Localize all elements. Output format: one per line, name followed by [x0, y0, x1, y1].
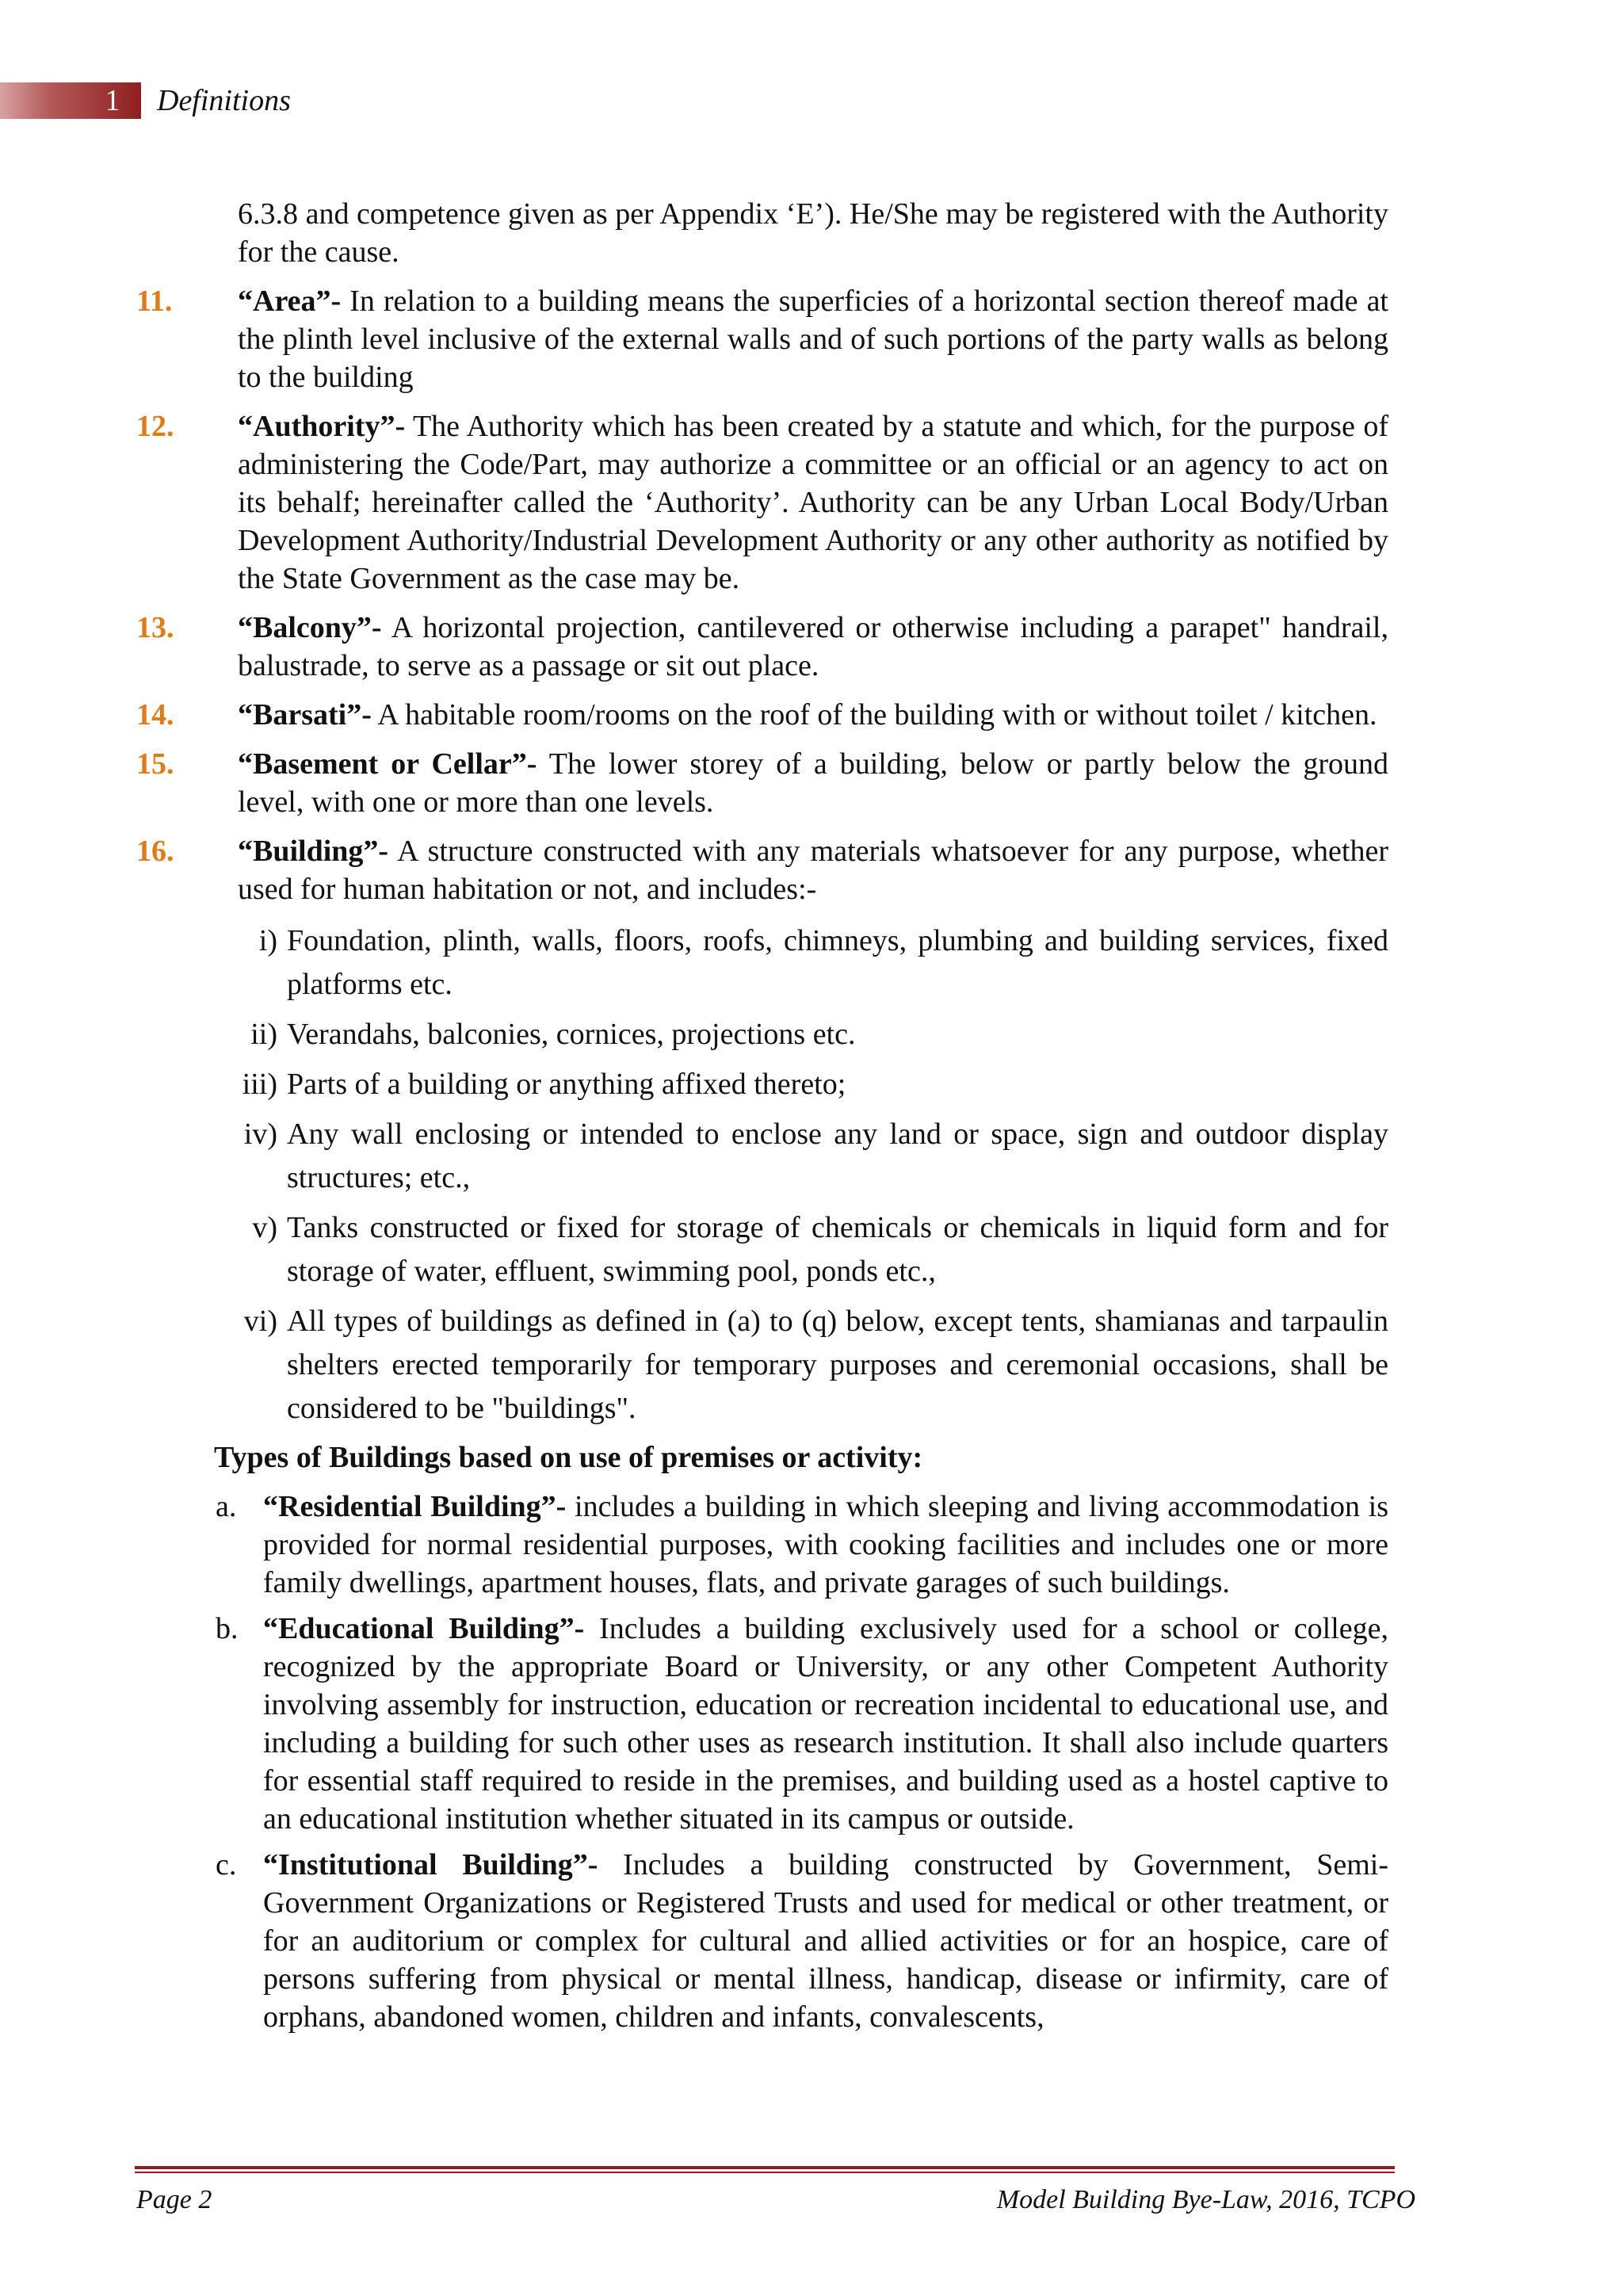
building-type-text: Includes a building exclusively used for a school or college, recognized by the appropriate Board or University, or any other Competent Authority involving assembly for instruction, education or recreation incidental to educational use, and including a building for such other uses as research institution. It shall also include quarters for essential staff required to reside in the premises, and building used as a hostel captive to an educational institution whether situated in its campus or outside.: [263, 1612, 1388, 1836]
chapter-number: 1: [105, 84, 120, 117]
building-type-sep: -: [556, 1490, 567, 1523]
definition-term: “Building”: [238, 835, 379, 868]
definition-term: “Balcony”: [238, 611, 372, 644]
types-heading: Types of Buildings based on use of premises or activity:: [214, 1441, 923, 1474]
definition-text: The lower storey of a building, below or partly below the ground level, with one or more than one levels.: [238, 747, 1388, 819]
building-type-sep: -: [574, 1612, 585, 1645]
list-item-number: i): [258, 924, 277, 957]
building-type-letter: c.: [216, 1848, 237, 1881]
definition-number: 13.: [136, 611, 174, 644]
definition-sep: -: [526, 747, 537, 781]
definition-number: 16.: [136, 835, 174, 868]
list-item-number: vi): [243, 1305, 277, 1338]
definition-11: [0, 282, 1388, 396]
definition-number: 14.: [136, 698, 174, 732]
definition-text: In relation to a building means the superficies of a horizontal section thereof made at the plinth level inclusive of the external walls and of such portions of the party walls as belong to the building: [238, 285, 1388, 394]
footer-document-title: Model Building Bye-Law, 2016, TCPO: [996, 2185, 1415, 2214]
list-item-text: Foundation, plinth, walls, floors, roofs, chimneys, plumbing and building services, fixed platforms etc.: [287, 924, 1388, 1001]
building-type-term: “Institutional Building”: [263, 1848, 588, 1881]
definition-12: [0, 407, 1388, 598]
list-item-text: Parts of a building or anything affixed thereto;: [287, 1068, 846, 1101]
continuation-paragraph: 6.3.8 and competence given as per Appendix ‘E’). He/She may be registered with the Authority for the cause.: [238, 197, 1388, 269]
building-type-letter: b.: [216, 1612, 239, 1645]
definition-sep: -: [378, 835, 389, 868]
definition-text: A structure constructed with any materials whatsoever for any purpose, whether used for human habitation or not, and includes:-: [238, 835, 1388, 906]
definition-text: The Authority which has been created by a statute and which, for the purpose of administering the Code/Part, may authorize a committee or an official or an agency to act on its behalf; hereinafter called the ‘Authority’. Authority can be any Urban Local Body/Urban Development Authority/Industrial Development Authority or any other authority as notified by the State Government as the case may be.: [238, 410, 1388, 595]
list-item-text: Tanks constructed or fixed for storage of chemicals or chemicals in liquid form and for storage of water, effluent, swimming pool, ponds etc.,: [287, 1211, 1388, 1288]
list-item: [0, 1300, 1388, 1431]
list-item-text: All types of buildings as defined in (a) to (q) below, except tents, shamianas and tarpaulin shelters erected temporarily for temporary purposes and ceremonial occasions, shall be considered to be "buildings".: [287, 1305, 1388, 1425]
footer-page-number: Page 2: [136, 2185, 212, 2214]
definition-text: A habitable room/rooms on the roof of the building with or without toilet / kitchen.: [371, 698, 1377, 732]
list-item: [0, 1063, 1388, 1106]
building-type-term: “Educational Building”: [263, 1612, 575, 1645]
list-item-text: Verandahs, balconies, cornices, projections etc.: [287, 1018, 856, 1051]
definition-number: 11.: [136, 285, 173, 318]
list-item-number: iv): [243, 1117, 277, 1151]
building-type-text: includes a building in which sleeping and living accommodation is provided for normal residential purposes, with cooking facilities and includes one or more family dwellings, apartment houses, flats, and private garages of such buildings.: [263, 1490, 1388, 1599]
building-type-letter: a.: [216, 1490, 237, 1523]
building-type-term: “Residential Building”: [263, 1490, 556, 1523]
definition-13: [0, 609, 1388, 685]
list-item-number: ii): [250, 1018, 277, 1051]
definition-number: 15.: [136, 747, 174, 781]
definition-sep: -: [361, 698, 372, 732]
definition-14: [0, 696, 1388, 734]
definition-text: A horizontal projection, cantilevered or otherwise including a parapet" handrail, balustrade, to serve as a passage or sit out place.: [238, 611, 1388, 682]
building-type-c: [0, 1846, 1388, 2036]
list-item-number: v): [252, 1211, 277, 1244]
definition-number: 12.: [136, 410, 174, 443]
definition-term: “Basement or Cellar”: [238, 747, 527, 781]
definition-sep: -: [371, 611, 382, 644]
list-item-number: iii): [242, 1068, 277, 1101]
chapter-title: Definitions: [157, 84, 291, 117]
footer-rule-thin: [135, 2172, 1395, 2173]
list-item: [0, 1206, 1388, 1293]
building-type-text: Includes a building constructed by Government, Semi-Government Organizations or Registered Trusts and used for medical or other treatment, or for an auditorium or complex for cultural and allied activities or for an hospice, care of persons suffering from physical or mental illness, handicap, disease or infirmity, care of orphans, abandoned women, children and infants, convalescents,: [263, 1848, 1388, 2034]
footer-rule: [135, 2166, 1395, 2169]
definition-term: “Area”: [238, 285, 331, 318]
building-type-a: [0, 1488, 1388, 1602]
list-item: [0, 1013, 1388, 1056]
definition-15: [0, 745, 1388, 821]
list-item: [0, 1113, 1388, 1200]
page-content: [0, 195, 1623, 2044]
definition-sep: -: [395, 410, 406, 443]
definition-16: [0, 832, 1388, 908]
list-item: [0, 919, 1388, 1007]
definition-sep: -: [330, 285, 342, 318]
list-item-text: Any wall enclosing or intended to enclose any land or space, sign and outdoor display structures; etc.,: [287, 1117, 1388, 1194]
building-type-sep: -: [587, 1848, 598, 1881]
building-type-b: [0, 1610, 1388, 1838]
definition-term: “Barsati”: [238, 698, 362, 732]
definition-term: “Authority”: [238, 410, 395, 443]
